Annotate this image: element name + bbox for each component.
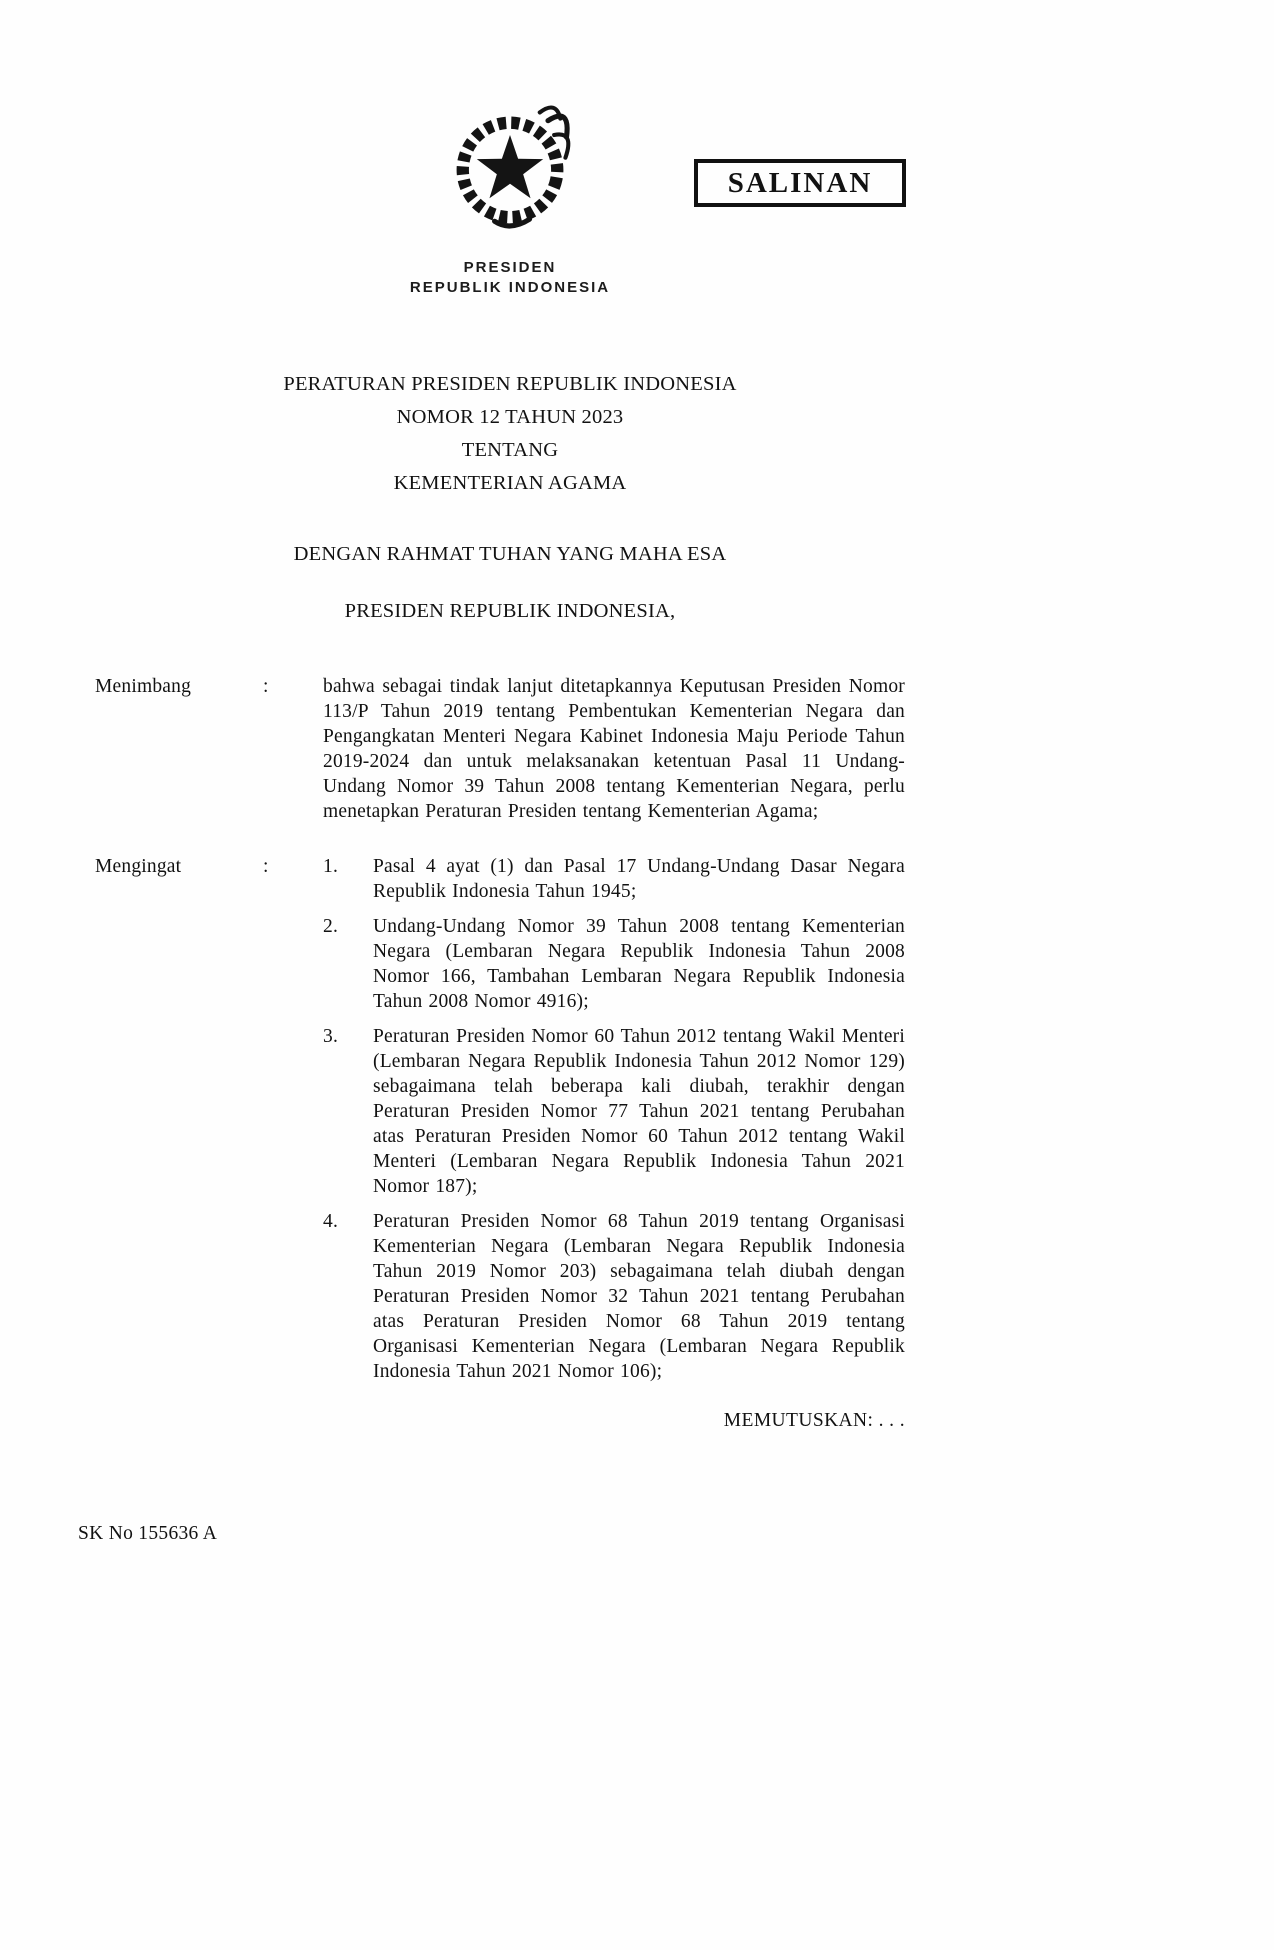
title-line-1: PERATURAN PRESIDEN REPUBLIK INDONESIA [283, 373, 737, 395]
recalling-item-number: 1. [323, 856, 339, 877]
letterhead [335, 258, 685, 298]
recalling-item-text: Peraturan Presiden Nomor 60 Tahun 2012 tentang Wakil Menteri (Lembaran Negara Republik Indonesia Tahun 2012 Nomor 129) sebagaimana telah beberapa kali diubah, terakhir dengan Peraturan Presiden Nomor 77 Tahun 2021 tentang Perubahan atas Peraturan Presiden Nomor 60 Tahun 2012 tentang Wakil Menteri (Lembaran Negara Republik Indonesia Tahun 2021 Nomor 187); [373, 1026, 905, 1197]
considering-colon: : [263, 676, 269, 697]
considering-label: Menimbang [95, 676, 192, 697]
title-line-4: KEMENTERIAN AGAMA [393, 472, 627, 494]
recalling-label: Mengingat [95, 856, 182, 877]
issuer-line: PRESIDEN REPUBLIK INDONESIA, [344, 600, 676, 622]
grace-line: DENGAN RAHMAT TUHAN YANG MAHA ESA [293, 543, 727, 565]
presidential-seal-icon [445, 96, 575, 248]
document-body [95, 368, 925, 1433]
recalling-item-text: Pasal 4 ayat (1) dan Pasal 17 Undang-Undang Dasar Negara Republik Indonesia Tahun 1945; [373, 856, 905, 902]
recalling-item [323, 854, 905, 904]
recalling-section [95, 854, 925, 1384]
salinan-stamp [694, 159, 906, 207]
regulation-title [95, 368, 925, 500]
title-line-3: TENTANG [461, 439, 559, 461]
recalling-list [323, 854, 905, 1384]
salinan-label: SALINAN [727, 166, 873, 199]
title-line-2: NOMOR 12 TAHUN 2023 [396, 406, 624, 428]
considering-text: bahwa sebagai tindak lanjut ditetapkannya Keputusan Presiden Nomor 113/P Tahun 2019 tentang Pembentukan Kementerian Negara dan Pengangkatan Menteri Negara Kabinet Indonesia Maju Periode Tahun 2019-2024 dan untuk melaksanakan ketentuan Pasal 11 Undang-Undang Nomor 39 Tahun 2008 tentang Kementerian Negara, perlu menetapkan Peraturan Presiden tentang Kementerian Agama; [323, 676, 905, 822]
letterhead-presiden: PRESIDEN [463, 259, 557, 276]
document-number: SK No 155636 A [78, 1523, 218, 1544]
recalling-item-text: Undang-Undang Nomor 39 Tahun 2008 tentang Kementerian Negara (Lembaran Negara Republik Indonesia Tahun 2008 Nomor 166, Tambahan Lembaran Negara Republik Indonesia Tahun 2008 Nomor 4916); [373, 916, 905, 1012]
recalling-colon: : [263, 856, 269, 877]
recalling-item-number: 3. [323, 1026, 339, 1047]
recalling-item-number: 4. [323, 1211, 339, 1232]
decision-line: MEMUTUSKAN: . . . [723, 1410, 905, 1431]
recalling-item [323, 1024, 905, 1199]
recalling-item [323, 914, 905, 1014]
letterhead-republik-indonesia: REPUBLIK INDONESIA [409, 279, 611, 296]
considering-section [95, 674, 925, 824]
recalling-item-text: Peraturan Presiden Nomor 68 Tahun 2019 tentang Organisasi Kementerian Negara (Lembaran Negara Republik Indonesia Tahun 2019 Nomor 203) sebagaimana telah diubah dengan Peraturan Presiden Nomor 32 Tahun 2021 tentang Perubahan atas Peraturan Presiden Nomor 68 Tahun 2019 tentang Organisasi Kementerian Negara (Lembaran Negara Republik Indonesia Tahun 2021 Nomor 106); [373, 1211, 905, 1382]
recalling-item [323, 1209, 905, 1384]
recalling-item-number: 2. [323, 916, 339, 937]
